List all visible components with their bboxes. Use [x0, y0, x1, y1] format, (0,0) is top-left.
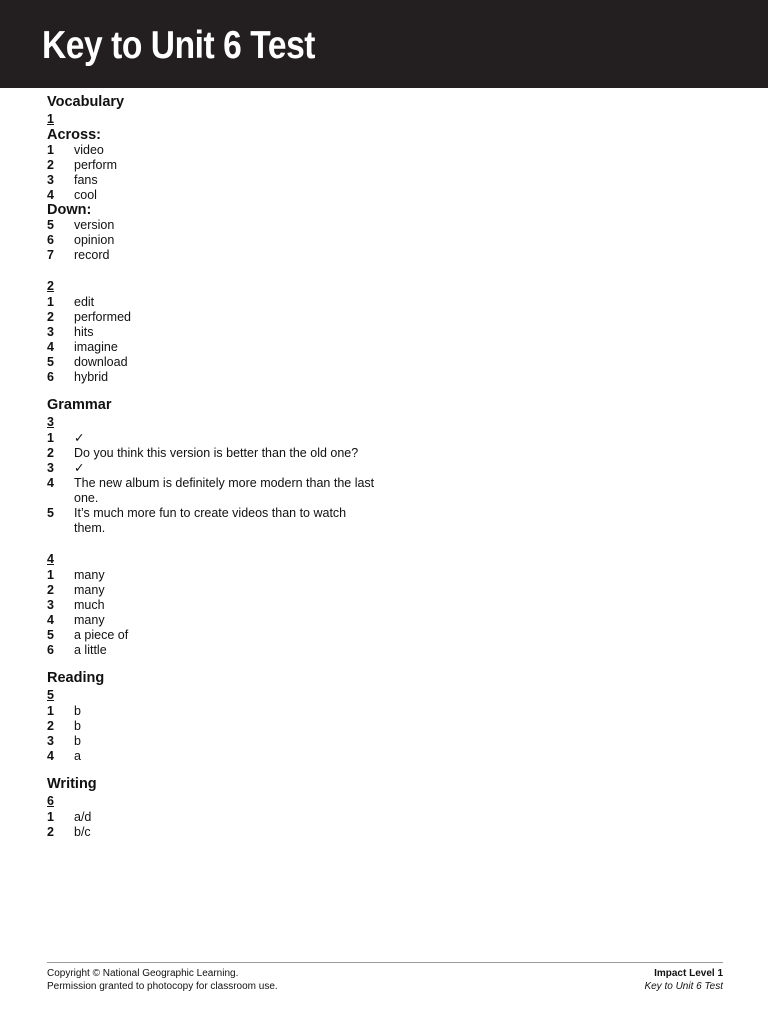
item-answer: hits [74, 325, 94, 339]
list-item [47, 248, 377, 263]
item-answer: much [74, 598, 105, 612]
item-answer: b [74, 719, 81, 733]
list-item [47, 218, 377, 233]
list-item [47, 173, 377, 188]
item-answer: a/d [74, 810, 92, 824]
title-banner [0, 0, 768, 88]
exercise-number-3: 3 [47, 415, 54, 429]
list-item [47, 446, 377, 461]
checkmark-icon: ✓ [74, 431, 85, 445]
item-number: 3 [47, 598, 54, 612]
item-answer: many [74, 568, 105, 582]
section-title-vocabulary: Vocabulary [47, 94, 125, 110]
exercise-number-6: 6 [47, 794, 54, 808]
list-item [47, 370, 377, 385]
item-answer: video [74, 143, 104, 157]
item-number: 1 [47, 295, 54, 309]
list-item [47, 431, 377, 446]
list-item [47, 325, 377, 340]
section-grammar [47, 397, 377, 658]
section-title-reading: Reading [47, 670, 105, 686]
item-number: 7 [47, 248, 54, 262]
item-answer: a [74, 749, 81, 763]
footer-level-info [644, 967, 723, 993]
item-answer: a piece of [74, 628, 129, 642]
item-number: 4 [47, 613, 54, 627]
list-item [47, 749, 377, 764]
list-item [47, 583, 377, 598]
exercise-number-4: 4 [47, 552, 54, 566]
item-answer: hybrid [74, 370, 109, 384]
list-item [47, 568, 377, 583]
list-item [47, 295, 377, 310]
item-number: 6 [47, 233, 54, 247]
item-number: 4 [47, 340, 54, 354]
checkmark-icon: ✓ [74, 461, 85, 475]
section-writing [47, 776, 377, 840]
permission-text: Permission granted to photocopy for classroom use. [47, 981, 278, 992]
item-number: 3 [47, 325, 54, 339]
item-number: 4 [47, 749, 54, 763]
list-item [47, 158, 377, 173]
item-number: 4 [47, 188, 54, 202]
list-item [47, 143, 377, 158]
exercise-number-1: 1 [47, 112, 54, 126]
section-reading [47, 670, 377, 764]
list-item [47, 810, 377, 825]
item-number: 2 [47, 825, 54, 839]
item-number: 1 [47, 810, 54, 824]
item-answer: The new album is definitely more modern than the last one. [74, 476, 375, 505]
item-number: 1 [47, 704, 54, 718]
item-number: 5 [47, 628, 54, 642]
answer-list-ex2 [47, 295, 377, 385]
list-item [47, 628, 377, 643]
item-answer: perform [74, 158, 118, 172]
item-number: 5 [47, 218, 54, 232]
item-answer: Do you think this version is better than the old one? [74, 446, 359, 460]
list-item [47, 825, 377, 840]
answer-list-down [47, 218, 377, 263]
list-item [47, 613, 377, 628]
list-item [47, 476, 377, 506]
item-answer: b [74, 734, 81, 748]
key-title: Key to Unit 6 Test [644, 981, 723, 992]
list-item [47, 310, 377, 325]
item-answer: It’s much more fun to create videos than to watch them. [74, 506, 347, 535]
list-item [47, 719, 377, 734]
list-item [47, 233, 377, 248]
down-label: Down: [47, 202, 92, 218]
list-item [47, 340, 377, 355]
page-title: Key to Unit 6 Test [42, 24, 316, 67]
item-number: 2 [47, 310, 54, 324]
item-answer: edit [74, 295, 95, 309]
item-number: 6 [47, 370, 54, 384]
list-item [47, 643, 377, 658]
item-answer: version [74, 218, 115, 232]
item-number: 6 [47, 643, 54, 657]
item-number: 5 [47, 506, 54, 520]
section-title-writing: Writing [47, 776, 97, 792]
across-label: Across: [47, 127, 101, 143]
list-item [47, 598, 377, 613]
item-answer: many [74, 583, 105, 597]
item-answer: b [74, 704, 81, 718]
footer-copyright [47, 967, 278, 993]
item-answer: performed [74, 310, 131, 324]
item-number: 2 [47, 719, 54, 733]
item-answer: imagine [74, 340, 118, 354]
answer-key [47, 94, 377, 840]
exercise-number-2: 2 [47, 279, 54, 293]
item-number: 5 [47, 355, 54, 369]
item-number: 2 [47, 158, 54, 172]
answer-list-ex4 [47, 568, 377, 658]
section-title-grammar: Grammar [47, 397, 112, 413]
item-number: 1 [47, 143, 54, 157]
item-answer: fans [74, 173, 98, 187]
list-item [47, 188, 377, 203]
list-item [47, 506, 377, 536]
item-answer: a little [74, 643, 107, 657]
footer-divider [47, 962, 723, 963]
item-number: 3 [47, 173, 54, 187]
item-number: 2 [47, 583, 54, 597]
item-number: 1 [47, 431, 54, 445]
answer-list-ex3 [47, 431, 377, 536]
exercise-number-5: 5 [47, 688, 54, 702]
item-number: 4 [47, 476, 54, 490]
item-number: 3 [47, 734, 54, 748]
list-item [47, 461, 377, 476]
answer-list-across [47, 143, 377, 203]
section-vocabulary [47, 94, 377, 385]
item-answer: many [74, 613, 105, 627]
item-number: 3 [47, 461, 54, 475]
list-item [47, 704, 377, 719]
item-answer: opinion [74, 233, 115, 247]
answer-list-ex6 [47, 810, 377, 840]
copyright-text: Copyright © National Geographic Learning. [47, 968, 239, 979]
item-answer: cool [74, 188, 97, 202]
item-answer: download [74, 355, 128, 369]
item-number: 1 [47, 568, 54, 582]
list-item [47, 355, 377, 370]
list-item [47, 734, 377, 749]
level-label: Impact Level 1 [654, 968, 723, 979]
item-number: 2 [47, 446, 54, 460]
answer-list-ex5 [47, 704, 377, 764]
item-answer: record [74, 248, 110, 262]
item-answer: b/c [74, 825, 91, 839]
